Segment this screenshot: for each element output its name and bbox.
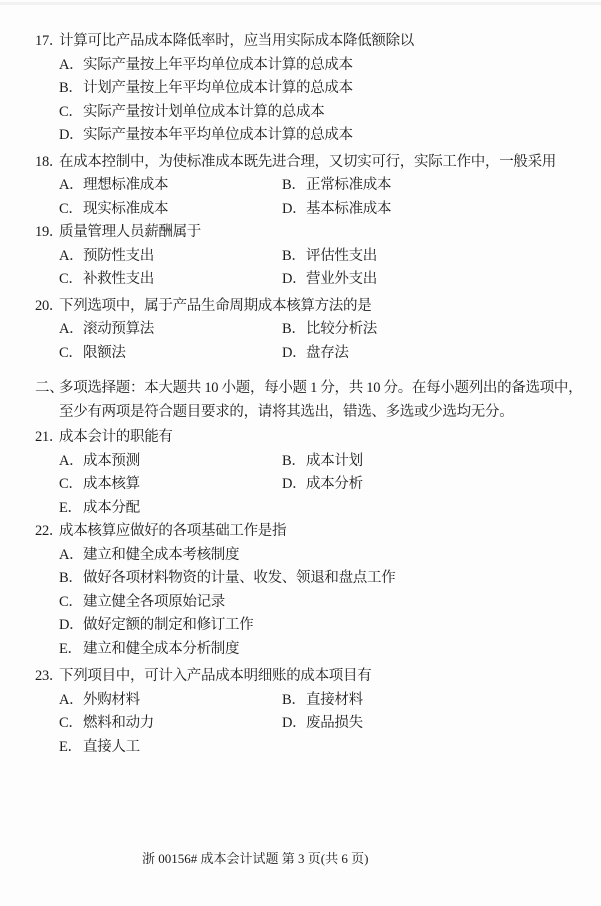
option-22-D <box>59 614 253 638</box>
option-text: 直接材料 <box>306 691 363 708</box>
option-row <box>59 544 601 568</box>
option-21-D <box>282 473 363 497</box>
option-label: B． <box>282 452 306 469</box>
option-text: 基本标准成本 <box>306 200 392 217</box>
option-23-C <box>59 712 282 736</box>
option-label: A． <box>59 321 84 337</box>
option-19-D <box>282 268 377 292</box>
question-stem <box>0 151 601 175</box>
option-text: 实际产量按本年平均单位成本计算的总成本 <box>83 127 353 143</box>
option-text: 成本核算 <box>83 476 140 492</box>
option-23-B <box>282 689 363 713</box>
option-19-A <box>59 245 282 269</box>
option-text: 直接人工 <box>83 738 140 755</box>
question-stem <box>0 665 601 689</box>
option-label: D． <box>282 715 307 731</box>
option-label: D． <box>282 200 307 217</box>
option-21-A <box>59 450 282 474</box>
scan-artifact <box>0 2 601 5</box>
question-stem <box>0 221 601 245</box>
question-text: 成本核算应做好的各项基础工作是指 <box>59 523 287 539</box>
option-row <box>59 318 601 342</box>
option-label: D． <box>282 476 307 492</box>
option-18-A <box>59 174 282 198</box>
question-19 <box>0 221 601 292</box>
option-row <box>59 736 601 760</box>
section-header-line2: 至少有两项是符合题目要求的，请将其选出，错选、多选或少选均无分。 <box>59 403 514 420</box>
option-text: 成本预测 <box>83 452 140 469</box>
option-label: E． <box>59 640 82 657</box>
option-text: 补救性支出 <box>83 271 154 287</box>
option-row <box>59 342 601 366</box>
option-text: 做好各项材料物资的计量、收发、领退和盘点工作 <box>83 570 396 586</box>
question-20 <box>0 295 601 366</box>
option-text: 建立健全各项原始记录 <box>83 593 225 610</box>
option-17-C <box>59 101 324 125</box>
option-17-D <box>59 124 353 148</box>
option-row <box>59 77 601 101</box>
option-23-E <box>59 736 140 760</box>
question-number: 23． <box>35 668 64 684</box>
option-label: C． <box>59 103 83 120</box>
question-number: 17． <box>35 33 64 49</box>
option-text: 成本分析 <box>306 476 363 492</box>
section-label: 二、 <box>35 380 64 396</box>
option-20-B <box>282 318 377 342</box>
option-text: 做好定额的制定和修订工作 <box>83 617 254 633</box>
option-text: 实际产量按上年平均单位成本计算的总成本 <box>83 56 353 73</box>
option-20-D <box>282 342 349 366</box>
option-text: 评估性支出 <box>306 247 377 264</box>
option-text: 现实标准成本 <box>83 200 169 217</box>
question-number: 21． <box>35 429 64 445</box>
option-text: 外购材料 <box>83 691 140 708</box>
option-row <box>59 614 601 638</box>
option-23-D <box>282 712 363 736</box>
question-number: 19． <box>35 224 64 240</box>
question-text: 在成本控制中，为使标准成本既先进合理，又切实可行，实际工作中，一般采用 <box>59 153 556 170</box>
option-19-B <box>282 245 377 269</box>
question-number: 20． <box>35 297 64 314</box>
option-label: A． <box>59 56 84 73</box>
section-2-header <box>0 377 601 424</box>
option-label: A． <box>59 691 84 708</box>
option-text: 燃料和动力 <box>83 715 154 731</box>
option-text: 成本计划 <box>306 452 363 469</box>
option-label: C． <box>59 715 83 731</box>
option-22-A <box>59 544 239 568</box>
option-row <box>59 54 601 78</box>
option-row <box>59 567 601 591</box>
option-23-A <box>59 689 282 713</box>
option-20-A <box>59 318 282 342</box>
option-text: 实际产量按计划单位成本计算的总成本 <box>83 103 325 120</box>
option-label: B． <box>282 321 306 337</box>
option-row <box>59 450 601 474</box>
question-stem <box>0 520 601 544</box>
option-label: A． <box>59 546 84 563</box>
option-label: D． <box>282 344 307 361</box>
option-row <box>59 473 601 497</box>
question-21 <box>0 426 601 520</box>
section-header-line1 <box>0 377 601 401</box>
option-label: A． <box>59 177 84 193</box>
option-text: 建立和健全成本考核制度 <box>83 546 240 563</box>
exam-body <box>0 30 601 759</box>
option-label: C． <box>59 593 83 610</box>
option-label: C． <box>59 200 83 217</box>
option-22-E <box>59 638 239 662</box>
option-row <box>59 712 601 736</box>
option-21-C <box>59 473 282 497</box>
option-19-C <box>59 268 282 292</box>
option-row <box>59 101 601 125</box>
option-18-C <box>59 198 282 222</box>
question-stem <box>0 295 601 319</box>
option-text: 滚动预算法 <box>83 321 154 337</box>
option-text: 成本分配 <box>83 499 140 516</box>
option-text: 盘存法 <box>306 344 349 361</box>
page-footer: 浙 00156# 成本会计试题 第 3 页(共 6 页) <box>142 851 369 866</box>
option-row <box>59 497 601 521</box>
option-17-A <box>59 54 353 78</box>
option-label: C． <box>59 344 83 361</box>
option-label: B． <box>282 177 306 193</box>
option-22-B <box>59 567 395 591</box>
option-label: A． <box>59 247 84 264</box>
option-label: E． <box>59 499 82 516</box>
option-row <box>59 591 601 615</box>
option-label: B． <box>282 691 306 708</box>
option-label: C． <box>59 476 83 492</box>
question-stem <box>0 426 601 450</box>
option-row <box>59 689 601 713</box>
option-text: 比较分析法 <box>306 321 377 337</box>
option-text: 预防性支出 <box>83 247 154 264</box>
section-header-text: 多项选择题：本大题共 10 小题，每小题 1 分，共 10 分。在每小题列出的备选项中， <box>59 380 583 396</box>
option-label: B． <box>59 570 83 586</box>
option-17-B <box>59 77 353 101</box>
option-18-B <box>282 174 391 198</box>
option-20-C <box>59 342 282 366</box>
option-text: 建立和健全成本分析制度 <box>83 640 240 657</box>
option-text: 限额法 <box>83 344 126 361</box>
option-text: 正常标准成本 <box>306 177 392 193</box>
question-number: 18． <box>35 153 64 170</box>
option-label: B． <box>282 247 306 264</box>
option-21-E <box>59 497 140 521</box>
option-text: 计划产量按上年平均单位成本计算的总成本 <box>83 80 353 96</box>
option-label: B． <box>59 80 83 96</box>
option-18-D <box>282 198 391 222</box>
question-number: 22． <box>35 523 64 539</box>
option-row <box>59 268 601 292</box>
option-row <box>59 174 601 198</box>
question-text: 质量管理人员薪酬属于 <box>59 224 201 240</box>
option-label: E． <box>59 738 82 755</box>
option-label: D． <box>59 617 84 633</box>
question-text: 下列项目中，可计入产品成本明细账的成本项目有 <box>59 668 372 684</box>
question-23 <box>0 665 601 759</box>
question-text: 下列选项中，属于产品生命周期成本核算方法的是 <box>59 297 372 314</box>
question-text: 成本会计的职能有 <box>59 429 173 445</box>
question-18 <box>0 151 601 222</box>
option-label: A． <box>59 452 84 469</box>
option-22-C <box>59 591 225 615</box>
option-text: 营业外支出 <box>306 271 377 287</box>
question-text: 计算可比产品成本降低率时，应当用实际成本降低额除以 <box>59 33 414 49</box>
option-label: D． <box>282 271 307 287</box>
question-17 <box>0 30 601 148</box>
option-text: 理想标准成本 <box>83 177 169 193</box>
question-stem <box>0 30 601 54</box>
option-row <box>59 124 601 148</box>
option-21-B <box>282 450 363 474</box>
option-row <box>59 245 601 269</box>
question-22 <box>0 520 601 661</box>
option-label: C． <box>59 271 83 287</box>
option-label: D． <box>59 127 84 143</box>
option-row <box>59 198 601 222</box>
option-text: 废品损失 <box>306 715 363 731</box>
option-row <box>59 638 601 662</box>
